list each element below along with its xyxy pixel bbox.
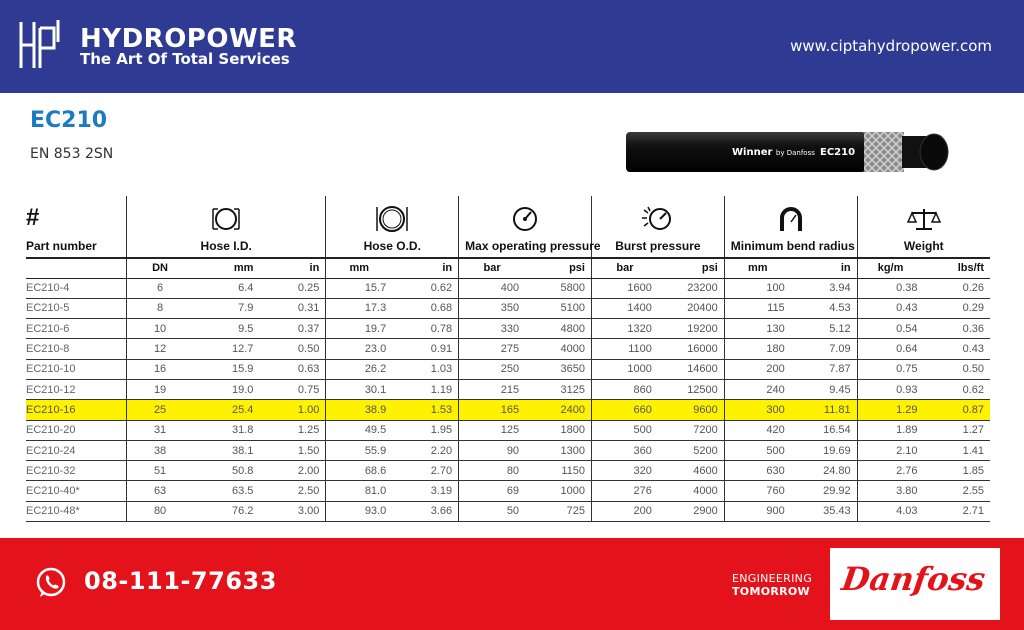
product-standard: EN 853 2SN <box>30 146 114 162</box>
table-cell: 11.81 <box>791 400 857 420</box>
weight-header: Weight <box>857 196 990 258</box>
table-cell: 4.03 <box>857 501 923 521</box>
table-cell: 12500 <box>658 379 724 399</box>
table-cell: 4.53 <box>791 298 857 318</box>
unit-burst-psi: psi <box>658 258 724 278</box>
table-cell: 2.10 <box>857 440 923 460</box>
part-number-cell: EC210-48* <box>26 501 127 521</box>
table-cell: 3.94 <box>791 278 857 298</box>
table-cell: 4000 <box>525 339 591 359</box>
table-cell: 300 <box>724 400 790 420</box>
table-row <box>26 481 990 501</box>
table-cell: 50 <box>459 501 525 521</box>
table-cell: 360 <box>591 440 657 460</box>
table-cell: 3.19 <box>392 481 458 501</box>
website-link[interactable]: www.ciptahydropower.com <box>790 37 992 55</box>
table-cell: 12.7 <box>193 339 259 359</box>
unit-burst-bar: bar <box>591 258 657 278</box>
bend-radius-icon <box>776 206 806 232</box>
part-number-cell: EC210-6 <box>26 319 127 339</box>
table-cell: 2900 <box>658 501 724 521</box>
table-row <box>26 298 990 318</box>
table-cell: 1.95 <box>392 420 458 440</box>
table-cell: 1400 <box>591 298 657 318</box>
table-cell: 200 <box>724 359 790 379</box>
unit-max-bar: bar <box>459 258 525 278</box>
table-cell: 7.09 <box>791 339 857 359</box>
whatsapp-icon <box>34 566 68 600</box>
unit-max-psi: psi <box>525 258 591 278</box>
table-cell: 760 <box>724 481 790 501</box>
unit-weight-kgm: kg/m <box>857 258 923 278</box>
table-cell: 1000 <box>591 359 657 379</box>
unit-blank <box>26 258 127 278</box>
table-cell: 2.00 <box>259 461 325 481</box>
danfoss-logo-text: Danfoss <box>839 560 988 598</box>
part-number-header: # Part number <box>26 196 127 258</box>
part-number-cell: EC210-24 <box>26 440 127 460</box>
table-cell: 23200 <box>658 278 724 298</box>
table-cell: 0.62 <box>392 278 458 298</box>
table-cell: 29.92 <box>791 481 857 501</box>
unit-bend-in: in <box>791 258 857 278</box>
table-cell: 5800 <box>525 278 591 298</box>
table-cell: 68.6 <box>326 461 392 481</box>
table-cell: 1.53 <box>392 400 458 420</box>
table-cell: 250 <box>459 359 525 379</box>
table-cell: 9600 <box>658 400 724 420</box>
brand-tagline: The Art Of Total Services <box>80 50 290 68</box>
part-number-cell: EC210-8 <box>26 339 127 359</box>
unit-weight-lbsft: lbs/ft <box>924 258 990 278</box>
table-cell: 9.5 <box>193 319 259 339</box>
table-cell: 2.71 <box>924 501 990 521</box>
table-cell: 0.63 <box>259 359 325 379</box>
unit-bend-mm: mm <box>724 258 790 278</box>
hose-print-brand: Winner by Danfoss <box>732 147 815 158</box>
table-cell: 19.7 <box>326 319 392 339</box>
table-cell: 3.66 <box>392 501 458 521</box>
table-cell: 725 <box>525 501 591 521</box>
table-cell: 0.75 <box>857 359 923 379</box>
table-cell: 55.9 <box>326 440 392 460</box>
table-cell: 31.8 <box>193 420 259 440</box>
table-cell: 2.76 <box>857 461 923 481</box>
table-cell: 9.45 <box>791 379 857 399</box>
slogan-line1: ENGINEERING <box>732 572 813 585</box>
table-cell: 5100 <box>525 298 591 318</box>
table-cell: 0.54 <box>857 319 923 339</box>
table-cell: 2.70 <box>392 461 458 481</box>
table-cell: 1.03 <box>392 359 458 379</box>
table-cell: 0.64 <box>857 339 923 359</box>
table-cell: 0.36 <box>924 319 990 339</box>
table-cell: 0.26 <box>924 278 990 298</box>
table-cell: 81.0 <box>326 481 392 501</box>
table-cell: 2.55 <box>924 481 990 501</box>
table-cell: 1.50 <box>259 440 325 460</box>
table-cell: 420 <box>724 420 790 440</box>
table-row <box>26 501 990 521</box>
table-cell: 76.2 <box>193 501 259 521</box>
hydropower-logo-icon <box>18 18 66 72</box>
table-cell: 1800 <box>525 420 591 440</box>
table-cell: 1.00 <box>259 400 325 420</box>
table-cell: 125 <box>459 420 525 440</box>
table-cell: 51 <box>127 461 193 481</box>
table-cell: 320 <box>591 461 657 481</box>
table-cell: 5.12 <box>791 319 857 339</box>
pressure-gauge-icon <box>510 206 540 232</box>
table-cell: 100 <box>724 278 790 298</box>
slogan-line2: TOMORROW <box>732 585 810 598</box>
table-cell: 1.27 <box>924 420 990 440</box>
table-cell: 80 <box>459 461 525 481</box>
part-number-cell: EC210-32 <box>26 461 127 481</box>
table-cell: 19.0 <box>193 379 259 399</box>
table-cell: 93.0 <box>326 501 392 521</box>
unit-od-in: in <box>392 258 458 278</box>
phone-number[interactable]: 08-111-77633 <box>84 567 277 595</box>
table-cell: 165 <box>459 400 525 420</box>
table-cell: 19.69 <box>791 440 857 460</box>
table-cell: 7200 <box>658 420 724 440</box>
table-cell: 50.8 <box>193 461 259 481</box>
table-cell: 4600 <box>658 461 724 481</box>
unit-id-in: in <box>259 258 325 278</box>
table-cell: 400 <box>459 278 525 298</box>
table-cell: 0.37 <box>259 319 325 339</box>
table-cell: 0.43 <box>857 298 923 318</box>
table-cell: 215 <box>459 379 525 399</box>
table-cell: 19 <box>127 379 193 399</box>
table-cell: 16.54 <box>791 420 857 440</box>
table-cell: 20400 <box>658 298 724 318</box>
table-cell: 15.9 <box>193 359 259 379</box>
table-cell: 330 <box>459 319 525 339</box>
hose-id-icon <box>208 206 244 232</box>
table-cell: 500 <box>591 420 657 440</box>
table-cell: 7.9 <box>193 298 259 318</box>
table-cell: 19200 <box>658 319 724 339</box>
table-cell: 17.3 <box>326 298 392 318</box>
table-row <box>26 278 990 298</box>
table-cell: 240 <box>724 379 790 399</box>
table-cell: 1320 <box>591 319 657 339</box>
table-cell: 5200 <box>658 440 724 460</box>
table-cell: 115 <box>724 298 790 318</box>
table-cell: 0.68 <box>392 298 458 318</box>
table-cell: 26.2 <box>326 359 392 379</box>
table-row <box>26 440 990 460</box>
table-cell: 3.00 <box>259 501 325 521</box>
table-cell: 2.50 <box>259 481 325 501</box>
brand-name: HYDROPOWER <box>80 24 297 54</box>
table-cell: 90 <box>459 440 525 460</box>
unit-od-mm: mm <box>326 258 392 278</box>
table-cell: 8 <box>127 298 193 318</box>
table-cell: 900 <box>724 501 790 521</box>
table-cell: 31 <box>127 420 193 440</box>
table-cell: 0.50 <box>924 359 990 379</box>
table-cell: 630 <box>724 461 790 481</box>
table-row <box>26 359 990 379</box>
table-row <box>26 319 990 339</box>
table-cell: 1300 <box>525 440 591 460</box>
part-number-cell: EC210-4 <box>26 278 127 298</box>
table-cell: 350 <box>459 298 525 318</box>
hose-print-code: EC210 <box>820 147 856 158</box>
table-cell: 14600 <box>658 359 724 379</box>
hose-od-header: Hose O.D. <box>326 196 459 258</box>
table-cell: 0.93 <box>857 379 923 399</box>
table-cell: 1.89 <box>857 420 923 440</box>
table-cell: 0.91 <box>392 339 458 359</box>
table-cell: 0.62 <box>924 379 990 399</box>
table-cell: 0.87 <box>924 400 990 420</box>
part-number-cell: EC210-12 <box>26 379 127 399</box>
table-cell: 1000 <box>525 481 591 501</box>
table-cell: 35.43 <box>791 501 857 521</box>
table-cell: 500 <box>724 440 790 460</box>
table-cell: 16000 <box>658 339 724 359</box>
table-cell: 12 <box>127 339 193 359</box>
table-cell: 63.5 <box>193 481 259 501</box>
part-number-cell: EC210-40* <box>26 481 127 501</box>
table-cell: 0.29 <box>924 298 990 318</box>
table-cell: 38.1 <box>193 440 259 460</box>
table-cell: 0.38 <box>857 278 923 298</box>
table-row <box>26 339 990 359</box>
max-pressure-header: Max operating pressure <box>459 196 592 258</box>
spec-table <box>26 196 990 522</box>
table-cell: 7.87 <box>791 359 857 379</box>
burst-pressure-header: Burst pressure <box>591 196 724 258</box>
table-cell: 1.85 <box>924 461 990 481</box>
table-cell: 0.25 <box>259 278 325 298</box>
hash-icon: # <box>26 204 40 231</box>
table-cell: 180 <box>724 339 790 359</box>
table-cell: 0.50 <box>259 339 325 359</box>
table-row <box>26 379 990 399</box>
part-number-cell: EC210-10 <box>26 359 127 379</box>
table-cell: 0.43 <box>924 339 990 359</box>
table-cell: 69 <box>459 481 525 501</box>
spec-table-body <box>26 278 990 522</box>
table-cell: 660 <box>591 400 657 420</box>
table-cell: 24.80 <box>791 461 857 481</box>
table-cell: 1600 <box>591 278 657 298</box>
table-cell: 49.5 <box>326 420 392 440</box>
table-cell: 130 <box>724 319 790 339</box>
min-bend-header: Minimum bend radius <box>724 196 857 258</box>
table-cell: 10 <box>127 319 193 339</box>
table-cell: 2.20 <box>392 440 458 460</box>
table-cell: 1150 <box>525 461 591 481</box>
table-row <box>26 420 990 440</box>
table-cell: 6 <box>127 278 193 298</box>
part-number-cell: EC210-20 <box>26 420 127 440</box>
product-code: EC210 <box>30 108 108 133</box>
table-cell: 0.78 <box>392 319 458 339</box>
table-cell: 2400 <box>525 400 591 420</box>
table-cell: 38.9 <box>326 400 392 420</box>
table-cell: 1.25 <box>259 420 325 440</box>
table-cell: 4000 <box>658 481 724 501</box>
table-cell: 275 <box>459 339 525 359</box>
table-cell: 63 <box>127 481 193 501</box>
table-row <box>26 400 990 420</box>
table-cell: 276 <box>591 481 657 501</box>
table-cell: 38 <box>127 440 193 460</box>
table-cell: 30.1 <box>326 379 392 399</box>
table-row <box>26 461 990 481</box>
burst-gauge-icon <box>640 206 676 232</box>
table-cell: 25.4 <box>193 400 259 420</box>
table-cell: 1100 <box>591 339 657 359</box>
table-cell: 1.41 <box>924 440 990 460</box>
scale-icon <box>906 206 942 232</box>
hose-id-header: Hose I.D. <box>127 196 326 258</box>
hose-od-icon <box>374 206 410 232</box>
table-cell: 3650 <box>525 359 591 379</box>
part-number-cell: EC210-16 <box>26 400 127 420</box>
table-cell: 16 <box>127 359 193 379</box>
unit-dn: DN <box>127 258 193 278</box>
table-cell: 80 <box>127 501 193 521</box>
unit-id-mm: mm <box>193 258 259 278</box>
table-cell: 25 <box>127 400 193 420</box>
table-cell: 200 <box>591 501 657 521</box>
table-cell: 4800 <box>525 319 591 339</box>
table-cell: 15.7 <box>326 278 392 298</box>
table-cell: 1.29 <box>857 400 923 420</box>
table-cell: 6.4 <box>193 278 259 298</box>
table-cell: 3.80 <box>857 481 923 501</box>
table-cell: 3125 <box>525 379 591 399</box>
table-cell: 1.19 <box>392 379 458 399</box>
table-cell: 860 <box>591 379 657 399</box>
table-cell: 23.0 <box>326 339 392 359</box>
part-number-cell: EC210-5 <box>26 298 127 318</box>
table-cell: 0.75 <box>259 379 325 399</box>
table-cell: 0.31 <box>259 298 325 318</box>
